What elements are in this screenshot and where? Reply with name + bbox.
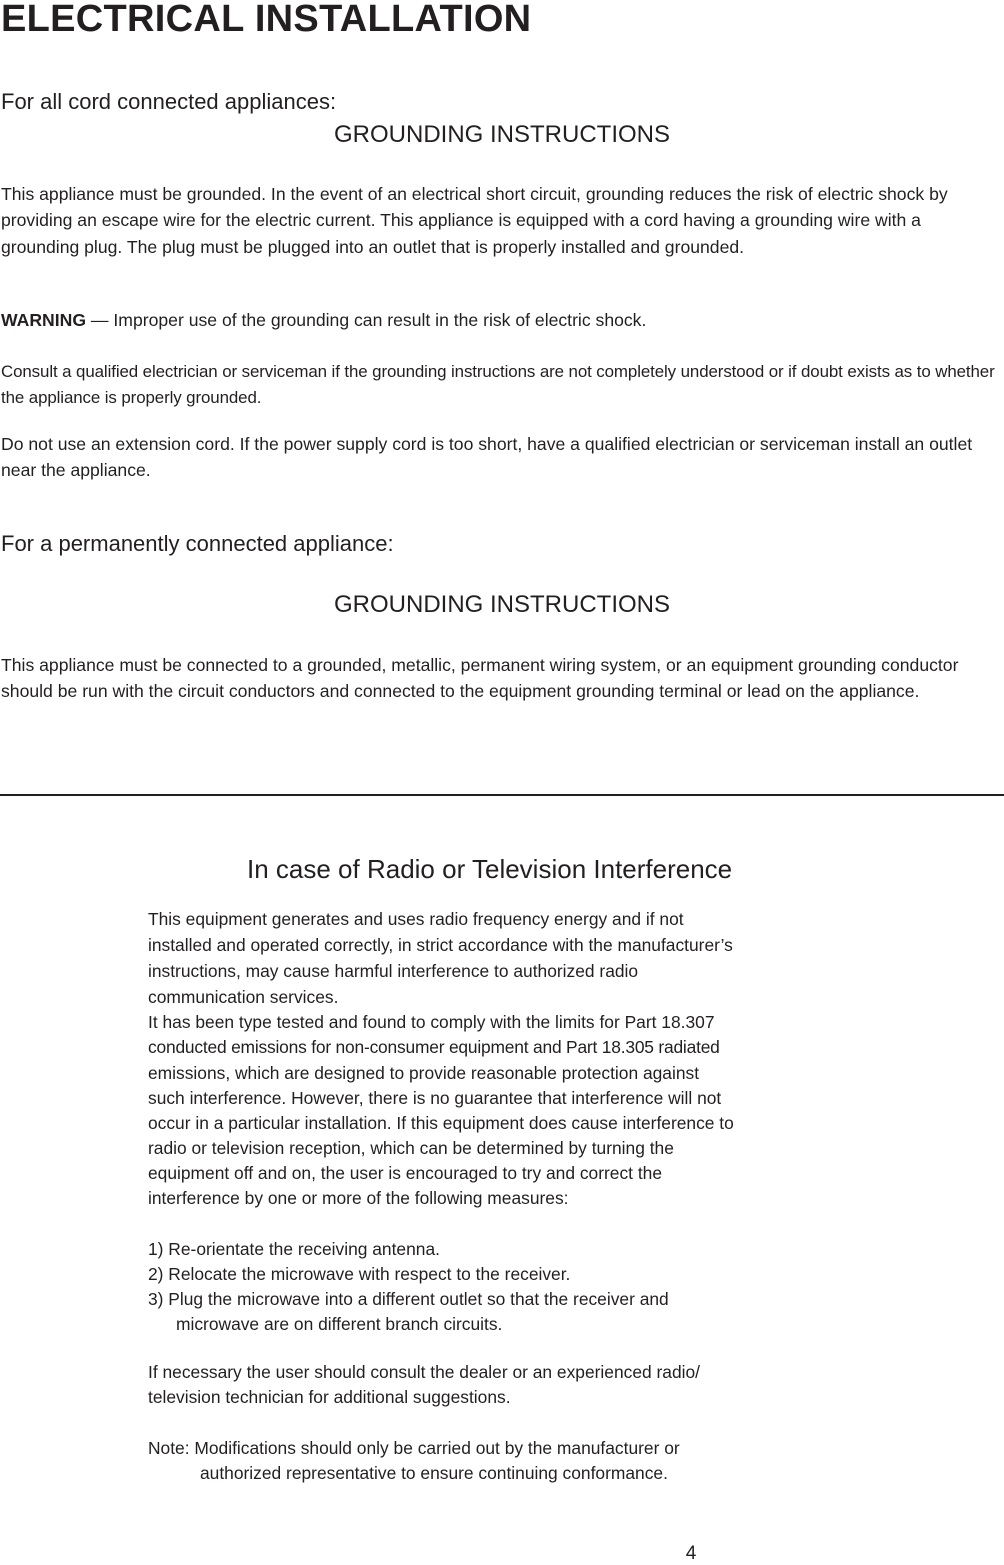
cord-appliances-heading: For all cord connected appliances:	[1, 89, 337, 114]
interference-line: This equipment generates and uses radio frequency energy and if not	[148, 909, 684, 929]
interference-line: instructions, may cause harmful interference to authorized radio	[148, 961, 639, 981]
extension-cord-paragraph: Do not use an extension cord. If the power supply cord is too short, have a qualified electrician or serviceman install an outlet near the appliance.	[1, 434, 973, 481]
interference-line: installed and operated correctly, in strict accordance with the manufacturer’s	[148, 935, 733, 955]
measure-item: 2) Relocate the microwave with respect to the receiver.	[148, 1264, 571, 1284]
warning-text: — Improper use of the grounding can result in the risk of electric shock.	[86, 310, 647, 330]
interference-line: such interference. However, there is no guarantee that interference will not	[148, 1088, 722, 1108]
measure-item: 1) Re-orientate the receiving antenna.	[148, 1239, 440, 1259]
note-line: Note: Modifications should only be carried out by the manufacturer or	[148, 1438, 680, 1458]
interference-line: It has been type tested and found to comply with the limits for Part 18.307	[148, 1012, 715, 1032]
interference-line: occur in a particular installation. If this equipment does cause interference to	[148, 1113, 734, 1133]
page-number: 4	[685, 1543, 697, 1564]
grounding-paragraph-1: This appliance must be grounded. In the event of an electrical short circuit, grounding reduces the risk of electric shock by providing an escape wire for the electric current. This appliance is equipped with a cord having a grounding wire with a grounding plug. The plug must be plugged into an outlet that is properly installed and grounded.	[1, 184, 948, 257]
interference-line: conducted emissions for non-consumer equipment and Part 18.305 radiated	[148, 1037, 720, 1057]
interference-line: interference by one or more of the following measures:	[148, 1188, 569, 1208]
note-line: authorized representative to ensure continuing conformance.	[200, 1463, 668, 1483]
grounding-instructions-heading-2: GROUNDING INSTRUCTIONS	[334, 591, 670, 618]
consult-dealer-line: If necessary the user should consult the dealer or an experienced radio/	[148, 1362, 700, 1382]
consult-dealer-line: television technician for additional suggestions.	[148, 1387, 511, 1407]
permanent-grounding-paragraph: This appliance must be connected to a grounded, metallic, permanent wiring system, or an equipment grounding conductor should be run with the circuit conductors and connected to the equipment grounding terminal or lead on the appliance.	[1, 655, 959, 702]
interference-line: equipment off and on, the user is encouraged to try and correct the	[148, 1163, 662, 1183]
interference-line: radio or television reception, which can be determined by turning the	[148, 1138, 674, 1158]
grounding-instructions-heading-1: GROUNDING INSTRUCTIONS	[334, 121, 670, 148]
interference-line: emissions, which are designed to provide reasonable protection against	[148, 1063, 700, 1083]
warning-label: WARNING	[1, 310, 87, 330]
interference-heading: In case of Radio or Television Interference	[247, 854, 733, 884]
measure-item: 3) Plug the microwave into a different outlet so that the receiver and	[148, 1289, 669, 1309]
warning-paragraph	[1, 307, 999, 333]
permanent-appliance-heading: For a permanently connected appliance:	[1, 531, 394, 556]
consult-paragraph: Consult a qualified electrician or serviceman if the grounding instructions are not completely understood or if doubt exists as to whether the appliance is properly grounded.	[1, 362, 995, 408]
interference-line: communication services.	[148, 987, 339, 1007]
measure-item-continuation: microwave are on different branch circuits.	[176, 1314, 503, 1334]
page-title: ELECTRICAL INSTALLATION	[1, 0, 532, 40]
section-divider	[0, 794, 1004, 796]
